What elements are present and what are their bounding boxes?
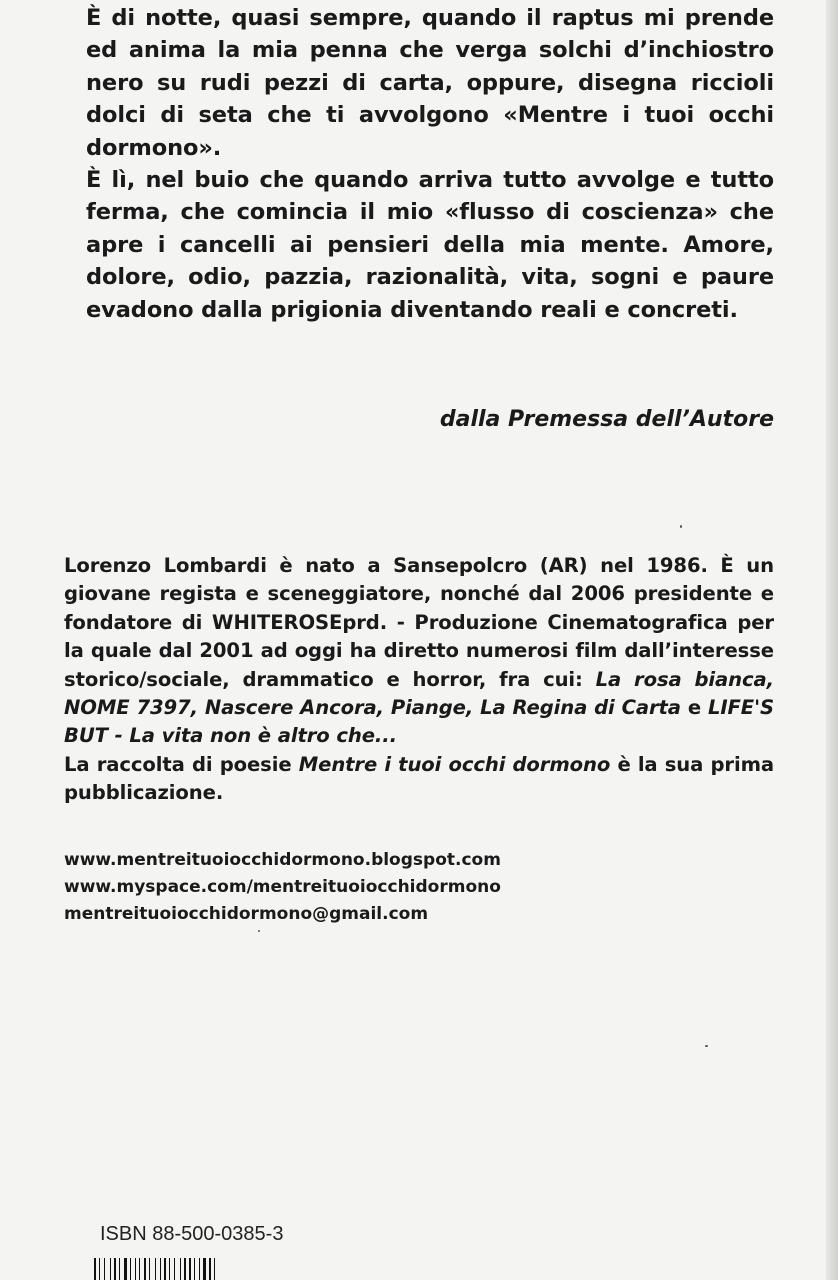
bio-films: La rosa bianca, NOME 7397, Nascere Ancora, Piange, La Regina di Carta [64,667,774,720]
barcode-bar [160,1258,161,1280]
barcode-bar [94,1258,96,1280]
excerpt-paragraph-1: È di notte, quasi sempre, quando il raptus mi prende ed anima la mia penna che verga solchi d’inchiostro nero su rudi pezzi di carta, oppure, disegna riccioli dolci di seta che ti avvolgono «Mentre i tuoi occhi dormono». [86,5,774,161]
bio-book-title: Mentre i tuoi occhi dormono [298,752,611,776]
bio-text-2: e [680,696,708,720]
paper-speck [680,525,682,528]
paper-speck [258,930,260,932]
barcode-bar [174,1258,175,1280]
barcode-bar [155,1258,156,1280]
barcode-bar [144,1258,146,1280]
bio-paragraph-1 [64,552,774,751]
barcode-bar [203,1258,206,1280]
isbn-number: ISBN 88-500-0385-3 [100,1223,284,1245]
email-address: mentreituoiocchidormono@gmail.com [64,904,429,924]
barcode-bar [180,1258,181,1280]
barcode-bar [194,1258,195,1280]
barcode-bar [135,1258,136,1280]
contact-links [64,847,624,928]
author-biography [64,552,774,808]
blog-link: www.mentreituoiocchidormono.blogspot.com [64,850,501,870]
author-premise-excerpt [86,2,774,326]
page-edge-shadow [826,0,838,1280]
barcode-bar [110,1258,111,1280]
barcode-bar [119,1258,120,1280]
bio-film-last: LIFE'S BUT - La vita non è altro che... [64,696,774,748]
bio-paragraph-2 [64,751,774,808]
barcode-bar [139,1258,140,1280]
barcode-bar [104,1258,105,1280]
barcode-bar [199,1258,200,1280]
barcode-bar [99,1258,100,1280]
excerpt-attribution: dalla Premessa dell’Autore [439,407,774,432]
bio-text-4: è la sua prima pubblicazione. [64,752,775,805]
barcode [94,1258,314,1280]
barcode-bar [209,1258,211,1280]
barcode-bar [169,1258,170,1280]
excerpt-paragraph-2: È lì, nel buio che quando arriva tutto avvolge e tutto ferma, che comincia il mio «flusso di coscienza» che apre i cancelli ai pensieri della mia mente. Amore, dolore, odio, pazzia, razionalità, vita, sogni e paure evadono dalla prigionia diventando reali e concreti. [86,167,774,323]
barcode-bar [164,1258,166,1280]
myspace-link: www.myspace.com/mentreituoiocchidormono [64,877,501,897]
barcode-bar [124,1258,127,1280]
barcode-bar [130,1258,131,1280]
barcode-bar [114,1258,116,1280]
barcode-bar [189,1258,191,1280]
bio-text-1: Lorenzo Lombardi è nato a Sansepolcro (AR) nel 1986. È un giovane regista e sceneggiatore, nonché dal 2006 presidente e fondatore di WHITEROSEprd. - Produzione Cinematografica per la quale dal 2001 ad oggi ha diretto numerosi film dall’interesse storico/sociale, drammatico e horror, fra cui: [64,554,774,691]
barcode-bar [149,1258,150,1280]
paper-speck [705,1045,708,1047]
bio-text-3: La raccolta di poesie [64,752,299,776]
barcode-bar [184,1258,186,1280]
barcode-bar [214,1258,215,1280]
